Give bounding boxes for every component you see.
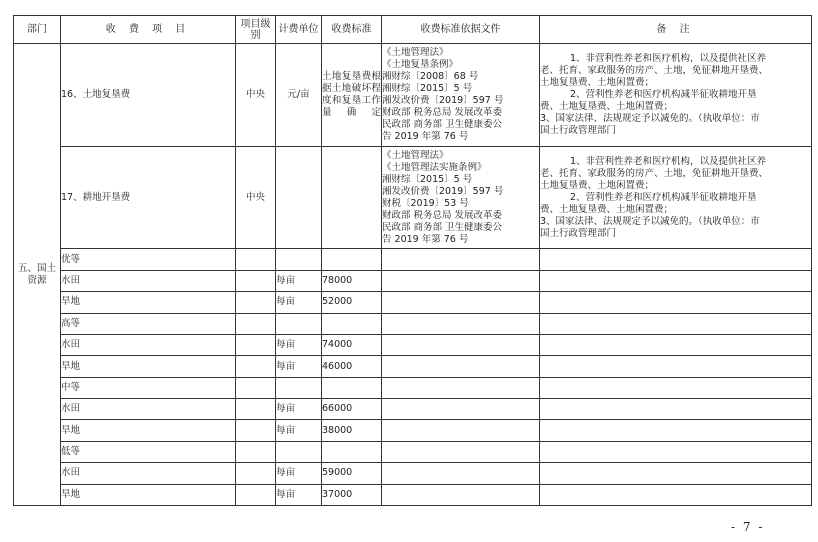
level-cell	[236, 484, 276, 505]
fee17-standard	[322, 147, 382, 249]
empty-cell	[236, 313, 276, 334]
docs-cell	[382, 420, 540, 441]
docs-cell	[382, 484, 540, 505]
notes-cell	[540, 292, 812, 313]
land-type: 旱地	[61, 356, 236, 377]
doc-line: 湘财综〔2008〕68 号	[382, 71, 479, 83]
doc-line: 民政部 商务部 卫生健康委公	[382, 221, 503, 233]
note-line: 费、土地复垦费、土地闲置费；	[540, 101, 674, 113]
empty-cell	[382, 377, 540, 398]
grade-row	[14, 441, 812, 462]
empty-cell	[276, 441, 322, 462]
empty-cell	[382, 313, 540, 334]
fee16-docs	[382, 44, 540, 147]
level-cell	[236, 463, 276, 484]
grade-row	[14, 313, 812, 334]
grade-row	[14, 249, 812, 270]
docs-cell	[382, 270, 540, 291]
land-row	[14, 399, 812, 420]
grade-name: 优等	[61, 249, 236, 270]
fee17-docs	[382, 147, 540, 249]
land-type: 水田	[61, 463, 236, 484]
doc-line: 民政部 商务部 卫生健康委公	[382, 119, 503, 131]
doc-line: 财税〔2019〕53 号	[382, 197, 469, 209]
header-notes	[540, 16, 812, 44]
standard-value: 66000	[322, 399, 382, 420]
empty-cell	[276, 249, 322, 270]
doc-line: 告 2019 年第 76 号	[382, 131, 469, 143]
header-item	[61, 16, 236, 44]
land-row	[14, 270, 812, 291]
note-line: 费、土地复垦费、土地闲置费；	[540, 203, 674, 215]
doc-line: 湘财综〔2015〕5 号	[382, 83, 473, 95]
empty-cell	[236, 249, 276, 270]
note-line: 国土行政管理部门	[540, 227, 617, 239]
land-row	[14, 292, 812, 313]
notes-cell	[540, 270, 812, 291]
empty-cell	[322, 377, 382, 398]
header-unit: 计费单位	[276, 16, 322, 44]
note-line: 国土行政管理部门	[540, 125, 617, 137]
empty-cell	[540, 441, 812, 462]
level-cell	[236, 292, 276, 313]
notes-cell	[540, 420, 812, 441]
level-cell	[236, 399, 276, 420]
notes-cell	[540, 356, 812, 377]
standard-value: 37000	[322, 484, 382, 505]
note-line: 土地复垦费、土地闲置费；	[540, 179, 655, 191]
fee16-level: 中央	[236, 44, 276, 147]
land-type: 旱地	[61, 292, 236, 313]
header-standard: 收费标准	[322, 16, 382, 44]
level-cell	[236, 270, 276, 291]
land-row	[14, 334, 812, 355]
fee-row-17	[14, 147, 812, 249]
note-line: 2、营利性养老和医疗机构减半征收耕地开垦	[570, 89, 757, 101]
land-type: 旱地	[61, 420, 236, 441]
doc-line: 财政部 税务总局 发展改革委	[382, 107, 503, 119]
fee16-name: 16、土地复垦费	[61, 44, 236, 147]
fee16-notes	[540, 44, 812, 147]
unit-cell: 每亩	[276, 399, 322, 420]
doc-line: 湘财综〔2015〕5 号	[382, 173, 473, 185]
empty-cell	[276, 313, 322, 334]
standard-value: 46000	[322, 356, 382, 377]
empty-cell	[540, 313, 812, 334]
fee17-level: 中央	[236, 147, 276, 249]
notes-cell	[540, 399, 812, 420]
grade-name: 中等	[61, 377, 236, 398]
doc-line: 湘发改价费〔2019〕597 号	[382, 95, 504, 107]
fee-row-16	[14, 44, 812, 147]
doc-line: 《土地管理法》	[382, 47, 449, 59]
level-cell	[236, 420, 276, 441]
doc-line: 湘发改价费〔2019〕597 号	[382, 185, 504, 197]
fee17-unit	[276, 147, 322, 249]
docs-cell	[382, 463, 540, 484]
note-line: 3、国家法律、法规规定予以减免的。（执收单位：市	[540, 113, 760, 125]
land-row	[14, 484, 812, 505]
page-number: - 7 -	[731, 520, 765, 534]
note-line: 老、托育、家政服务的房产、土地，免征耕地开垦费、	[540, 65, 769, 77]
empty-cell	[236, 377, 276, 398]
note-line: 土地复垦费、土地闲置费；	[540, 77, 655, 89]
department-cell: 五、国土资源	[14, 44, 61, 506]
fee16-standard: 土地复垦费根据土地破坏程度和复垦工作量确定	[322, 44, 382, 147]
doc-line: 财政部 税务总局 发展改革委	[382, 209, 503, 221]
land-row	[14, 420, 812, 441]
fee17-name: 17、耕地开垦费	[61, 147, 236, 249]
grade-row	[14, 377, 812, 398]
level-cell	[236, 334, 276, 355]
docs-cell	[382, 334, 540, 355]
note-line: 1、非营利性养老和医疗机构，以及提供社区养	[570, 53, 767, 65]
level-cell	[236, 356, 276, 377]
note-line: 2、营利性养老和医疗机构减半征收耕地开垦	[570, 191, 757, 203]
land-row	[14, 463, 812, 484]
notes-cell	[540, 334, 812, 355]
fee-table	[13, 15, 812, 506]
header-notes-label: 备 注	[656, 24, 695, 35]
note-line: 老、托育、家政服务的房产、土地，免征耕地开垦费、	[540, 167, 769, 179]
docs-cell	[382, 356, 540, 377]
land-type: 旱地	[61, 484, 236, 505]
unit-cell: 每亩	[276, 463, 322, 484]
empty-cell	[382, 441, 540, 462]
grade-name: 低等	[61, 441, 236, 462]
standard-value: 52000	[322, 292, 382, 313]
standard-value: 78000	[322, 270, 382, 291]
doc-line: 告 2019 年第 76 号	[382, 233, 469, 245]
doc-line: 《土地管理法实施条例》	[382, 161, 487, 173]
land-type: 水田	[61, 334, 236, 355]
unit-cell: 每亩	[276, 334, 322, 355]
fee17-notes	[540, 147, 812, 249]
empty-cell	[540, 377, 812, 398]
standard-value: 38000	[322, 420, 382, 441]
empty-cell	[276, 377, 322, 398]
docs-cell	[382, 399, 540, 420]
unit-cell: 每亩	[276, 270, 322, 291]
unit-cell: 每亩	[276, 292, 322, 313]
empty-cell	[382, 249, 540, 270]
fee16-unit: 元/亩	[276, 44, 322, 147]
unit-cell: 每亩	[276, 420, 322, 441]
header-item-label: 收 费 项 目	[105, 24, 191, 35]
empty-cell	[322, 441, 382, 462]
empty-cell	[322, 249, 382, 270]
header-basis: 收费标准依据文件	[382, 16, 540, 44]
note-line: 3、国家法律、法规规定予以减免的。（执收单位：市	[540, 215, 760, 227]
notes-cell	[540, 463, 812, 484]
land-type: 水田	[61, 399, 236, 420]
unit-cell: 每亩	[276, 484, 322, 505]
land-type: 水田	[61, 270, 236, 291]
header-row	[14, 16, 812, 44]
header-level: 项目级别	[236, 16, 276, 44]
standard-value: 74000	[322, 334, 382, 355]
header-dept: 部门	[14, 16, 61, 44]
doc-line: 《土地管理法》	[382, 149, 449, 161]
empty-cell	[236, 441, 276, 462]
docs-cell	[382, 292, 540, 313]
notes-cell	[540, 484, 812, 505]
empty-cell	[540, 249, 812, 270]
doc-line: 《土地复垦条例》	[382, 59, 459, 71]
note-line: 1、非营利性养老和医疗机构，以及提供社区养	[570, 155, 767, 167]
grade-name: 高等	[61, 313, 236, 334]
standard-value: 59000	[322, 463, 382, 484]
empty-cell	[322, 313, 382, 334]
land-row	[14, 356, 812, 377]
unit-cell: 每亩	[276, 356, 322, 377]
